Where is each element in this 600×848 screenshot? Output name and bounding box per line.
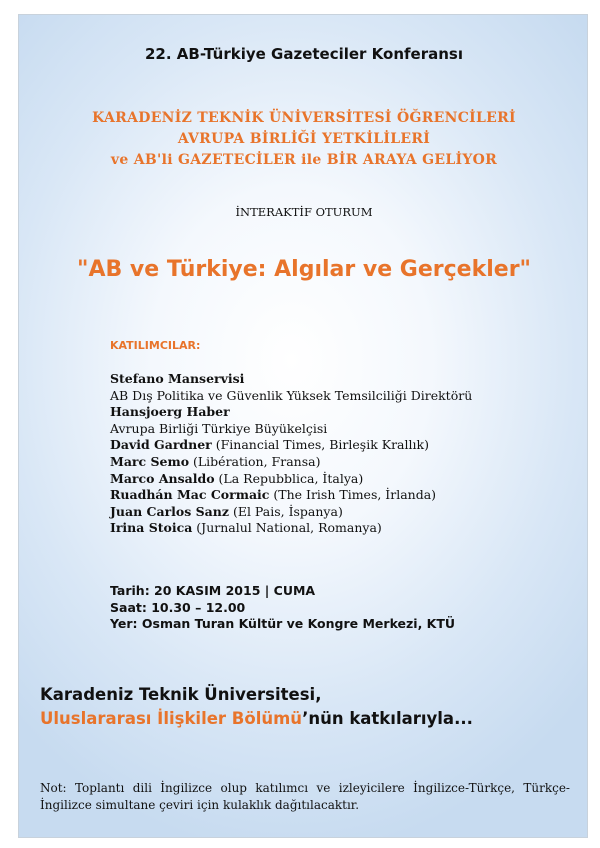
participant-name: Ruadhán Mac Cormaic [110,487,270,503]
participant-name: David Gardner [110,437,212,453]
organizer-line-2-rest: ’nün katkılarıyla... [302,709,473,728]
participant-row [110,371,472,388]
participant-name: Hansjoerg Haber [110,404,230,420]
event-date: Tarih: 20 KASIM 2015 | CUMA [110,583,316,598]
participant-detail: (El Pais, İspanya) [228,503,343,519]
headline-line-3: ve AB'li GAZETECİLER ile BİR ARAYA GELİYOR [110,152,498,168]
participant-row [110,487,472,504]
conference-title: 22. AB-Türkiye Gazeteciler Konferansı [145,45,463,63]
participant-row [110,388,472,405]
participant-name: Juan Carlos Sanz [110,503,229,519]
event-place: Yer: Osman Turan Kültür ve Kongre Merkezi, KTÜ [110,616,456,632]
organizer-block [40,683,473,731]
participant-detail: (Jurnalul National, Romanya) [192,520,382,536]
participant-row [110,421,472,438]
translation-note: Not: Toplantı dili İngilizce olup katılımcı ve izleyicilere İngilizce-Türkçe, Türkçe-İngilizce simultane çeviri için kulaklık dağıtılacaktır. [40,781,570,812]
participant-row [110,454,472,471]
participant-detail: (Libération, Fransa) [189,453,321,469]
participant-detail: (The Irish Times, İrlanda) [269,487,437,503]
participants-label: KATILIMCILAR: [110,339,201,352]
participant-row [110,520,472,537]
organizer-department: Uluslararası İlişkiler Bölümü [40,709,303,728]
organizer-line-2 [40,707,473,731]
participant-detail: Avrupa Birliği Türkiye Büyükelçisi [110,420,328,436]
event-time: Saat: 10.30 – 12.00 [110,599,246,615]
flyer-page [18,14,588,838]
participant-name: Stefano Manservisi [110,371,245,386]
session-type: İNTERAKTİF OTURUM [235,205,373,219]
participant-detail: (Financial Times, Birleşik Krallık) [211,437,429,453]
participant-row [110,504,472,521]
participant-name: Marc Semo [110,453,190,469]
participant-detail: (La Repubblica, İtalya) [214,470,364,486]
participants-list [110,371,472,537]
headline-line-2: AVRUPA BİRLİĞİ YETKİLİLERİ [177,131,431,147]
event-details [110,583,455,633]
participant-name: Irina Stoica [110,520,193,536]
headline-line-1: KARADENİZ TEKNİK ÜNİVERSİTESİ ÖĞRENCİLERİ [92,110,516,126]
participant-row [110,404,472,421]
participant-detail: AB Dış Politika ve Güvenlik Yüksek Temsilciliği Direktörü [110,387,473,403]
participant-row [110,471,472,488]
session-title: "AB ve Türkiye: Algılar ve Gerçekler" [76,257,532,282]
participant-row [110,437,472,454]
participant-name: Marco Ansaldo [110,470,215,486]
organizer-line-1: Karadeniz Teknik Üniversitesi, [40,685,322,704]
